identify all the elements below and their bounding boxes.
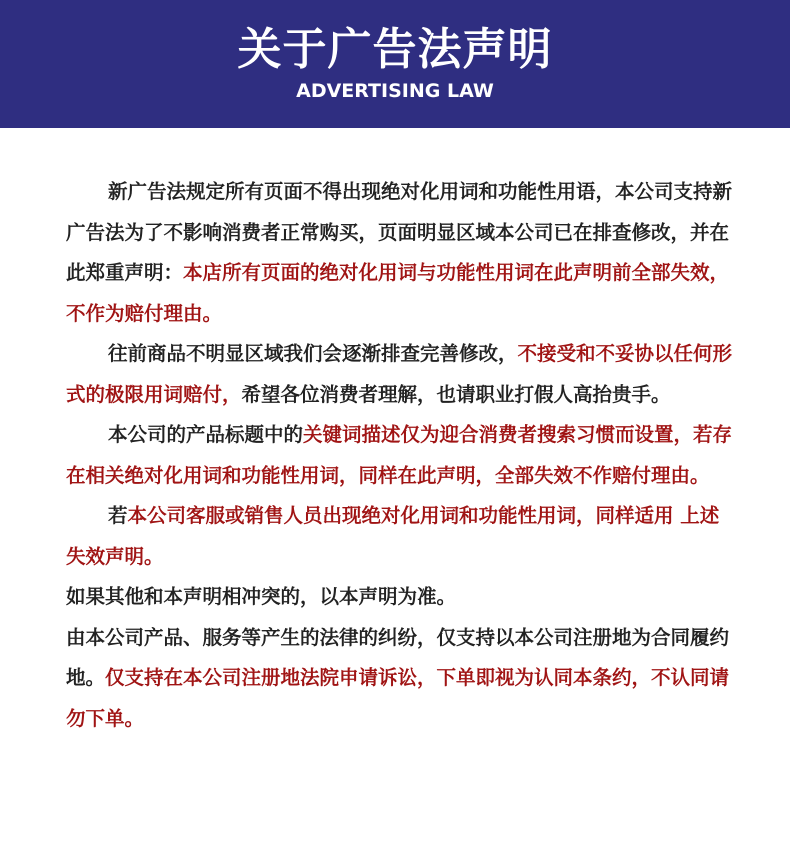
statement-body xyxy=(66,172,736,739)
paragraph-text: 如果其他和本声明相冲突的，以本声明为准。 xyxy=(66,585,457,608)
paragraph-text: 新广告法规定所有页面不得出现绝对化用词和功能性用语，本公司支持新广告法为了不影响消费者正常购买，页面明显区域本公司已在排查修改，并在此郑重声明： xyxy=(66,180,733,284)
paragraph-text: 希望各位消费者理解，也请职业打假人高抬贵手。 xyxy=(241,382,671,406)
paragraph-3 xyxy=(66,415,736,496)
highlighted-text: 关键词描述仅为迎合消费者搜索习惯而设置，若存在相关绝对化用词和功能性用词，同样在此声明，全部失效不作赔付理由。 xyxy=(66,423,733,487)
paragraph-6 xyxy=(66,618,736,740)
paragraph-1 xyxy=(66,172,736,334)
header-banner xyxy=(0,0,790,128)
paragraph-text: 若 xyxy=(108,504,128,527)
highlighted-text: 本店所有页面的绝对化用词与功能性用词在此声明前全部失效，不作为赔付理由。 xyxy=(66,261,730,325)
highlighted-text: 不接受和不妥协以任何形式的极限用词赔付， xyxy=(66,342,733,406)
paragraph-4 xyxy=(66,496,736,577)
page-subtitle: ADVERTISING LAW xyxy=(296,80,494,102)
paragraph-text: 由本公司产品、服务等产生的法律的纠纷，仅支持以本公司注册地为合同履约地。 xyxy=(66,625,730,689)
paragraph-text: 本公司的产品标题中的 xyxy=(108,423,304,446)
highlighted-text: 仅支持在本公司注册地法院申请诉讼，下单即视为认同本条约，不认同请勿下单。 xyxy=(66,666,730,730)
paragraph-text: 往前商品不明显区域我们会逐渐排查完善修改， xyxy=(108,342,518,365)
highlighted-text: 本公司客服或销售人员出现绝对化用词和功能性用词，同样适用 上述失效声明。 xyxy=(66,504,720,568)
paragraph-2 xyxy=(66,334,736,415)
page-title: 关于广告法声明 xyxy=(237,24,553,75)
paragraph-5 xyxy=(66,577,736,618)
